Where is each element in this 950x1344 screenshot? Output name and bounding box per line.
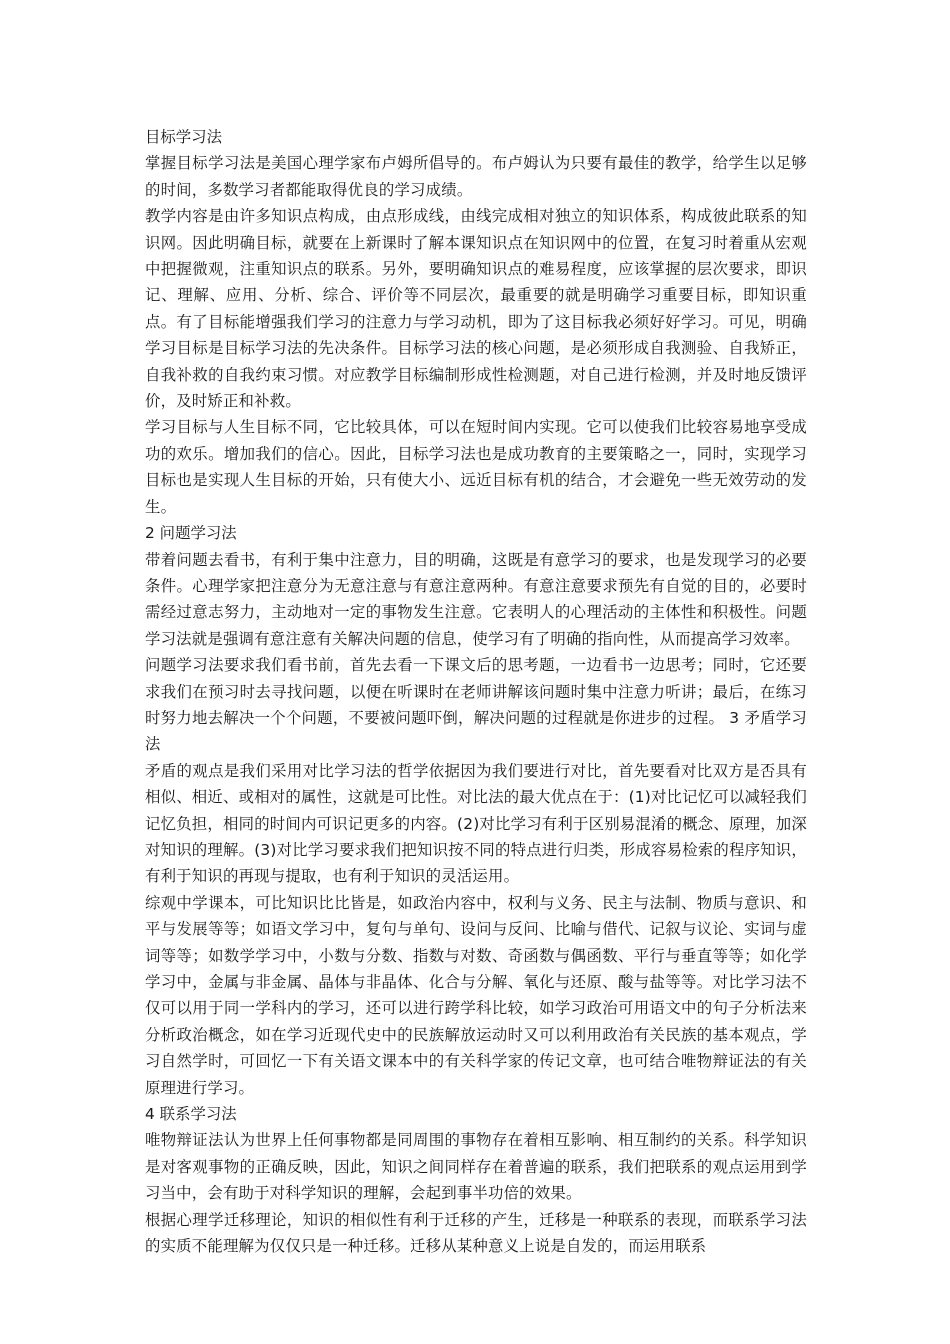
paragraph: 唯物辩证法认为世界上任何事物都是同周围的事物存在着相互影响、相互制约的关系。科学知识是对客观事物的正确反映，因此，知识之间同样存在着普遍的联系，我们把联系的观点运用到学习当中，会有助于对科学知识的理解，会起到事半功倍的效果。	[145, 1131, 807, 1203]
paragraph: 掌握目标学习法是美国心理学家布卢姆所倡导的。布卢姆认为只要有最佳的教学，给学生以足够的时间，多数学习者都能取得优良的学习成绩。	[145, 154, 807, 199]
paragraph: 带着问题去看书，有利于集中注意力，目的明确，这既是有意学习的要求，也是发现学习的必要条件。心理学家把注意分为无意注意与有意注意两种。有意注意要求预先有自觉的目的，必要时需经过意志努力，主动地对一定的事物发生注意。它表明人的心理活动的主体性和积极性。问题学习法就是强调有意注意有关解决问题的信息，使学习有了明确的指向性，从而提高学习效率。	[145, 550, 807, 648]
paragraph: 学习目标与人生目标不同，它比较具体，可以在短时间内实现。它可以使我们比较容易地享受成功的欢乐。增加我们的信心。因此，目标学习法也是成功教育的主要策略之一，同时，实现学习目标也是实现人生目标的开始，只有使大小、远近目标有机的结合，才会避免一些无效劳动的发生。	[145, 418, 807, 516]
paragraph: 根据心理学迁移理论，知识的相似性有利于迁移的产生，迁移是一种联系的表现，而联系学习法的实质不能理解为仅仅只是一种迁移。迁移从某种意义上说是自发的，而运用联系	[145, 1210, 807, 1256]
paragraph: 矛盾的观点是我们采用对比学习法的哲学依据因为我们要进行对比，首先要看对比双方是否具有相似、相近、或相对的属性，这就是可比性。对比法的最大优点在于：(1)对比记忆可以减轻我们记忆负担，相同的时间内可识记更多的内容。(2)对比学习有利于区别易混淆的概念、原理，加深对知识的理解。(3)对比学习要求我们把知识按不同的特点进行归类，形成容易检索的程序知识，有利于知识的再现与提取，也有利于知识的灵活运用。	[145, 761, 807, 886]
paragraph: 教学内容是由许多知识点构成，由点形成线，由线完成相对独立的知识体系，构成彼此联系的知识网。因此明确目标，就要在上新课时了解本课知识点在知识网中的位置，在复习时着重从宏观中把握微观，注重知识点的联系。另外，要明确知识点的难易程度，应该掌握的层次要求，即识记、理解、应用、分析、综合、评价等不同层次，最重要的就是明确学习重要目标，即知识重点。有了目标能增强我们学习的注意力与学习动机，即为了这目标我必须好好学习。可见，明确学习目标是目标学习法的先决条件。目标学习法的核心问题，是必须形成自我测验、自我矫正，自我补救的自我约束习惯。对应教学目标编制形成性检测题，对自己进行检测，并及时地反馈评价，及时矫正和补救。	[145, 207, 807, 411]
section-heading-goal: 目标学习法	[145, 128, 222, 146]
section-heading-connection: 4 联系学习法	[145, 1105, 237, 1124]
document-page	[145, 124, 807, 1259]
section-heading-question: 2 问题学习法	[145, 524, 237, 543]
paragraph: 问题学习法要求我们看书前，首先去看一下课文后的思考题，一边看书一边思考；同时，它还要求我们在预习时去寻找问题，以便在听课时在老师讲解该问题时集中注意力听讲；最后，在练习时努力地去解决一个个问题，不要被问题吓倒，解决问题的过程就是你进步的过程。 3 矛盾学习法	[145, 656, 807, 754]
paragraph: 综观中学课本，可比知识比比皆是，如政治内容中，权利与义务、民主与法制、物质与意识、和平与发展等等；如语文学习中，复句与单句、设问与反问、比喻与借代、记叙与议论、实词与虚词等等；如数学学习中，小数与分数、指数与对数、奇函数与偶函数、平行与垂直等等；如化学学习中，金属与非金属、晶体与非晶体、化合与分解、氧化与还原、酸与盐等等。对比学习法不仅可以用于同一学科内的学习，还可以进行跨学科比较，如学习政治可用语文中的句子分析法来分析政治概念，如在学习近现代史中的民族解放运动时又可以利用政治有关民族的基本观点，学习自然学时，可回忆一下有关语文课本中的有关科学家的传记文章，也可结合唯物辩证法的有关原理进行学习。	[145, 893, 807, 1097]
